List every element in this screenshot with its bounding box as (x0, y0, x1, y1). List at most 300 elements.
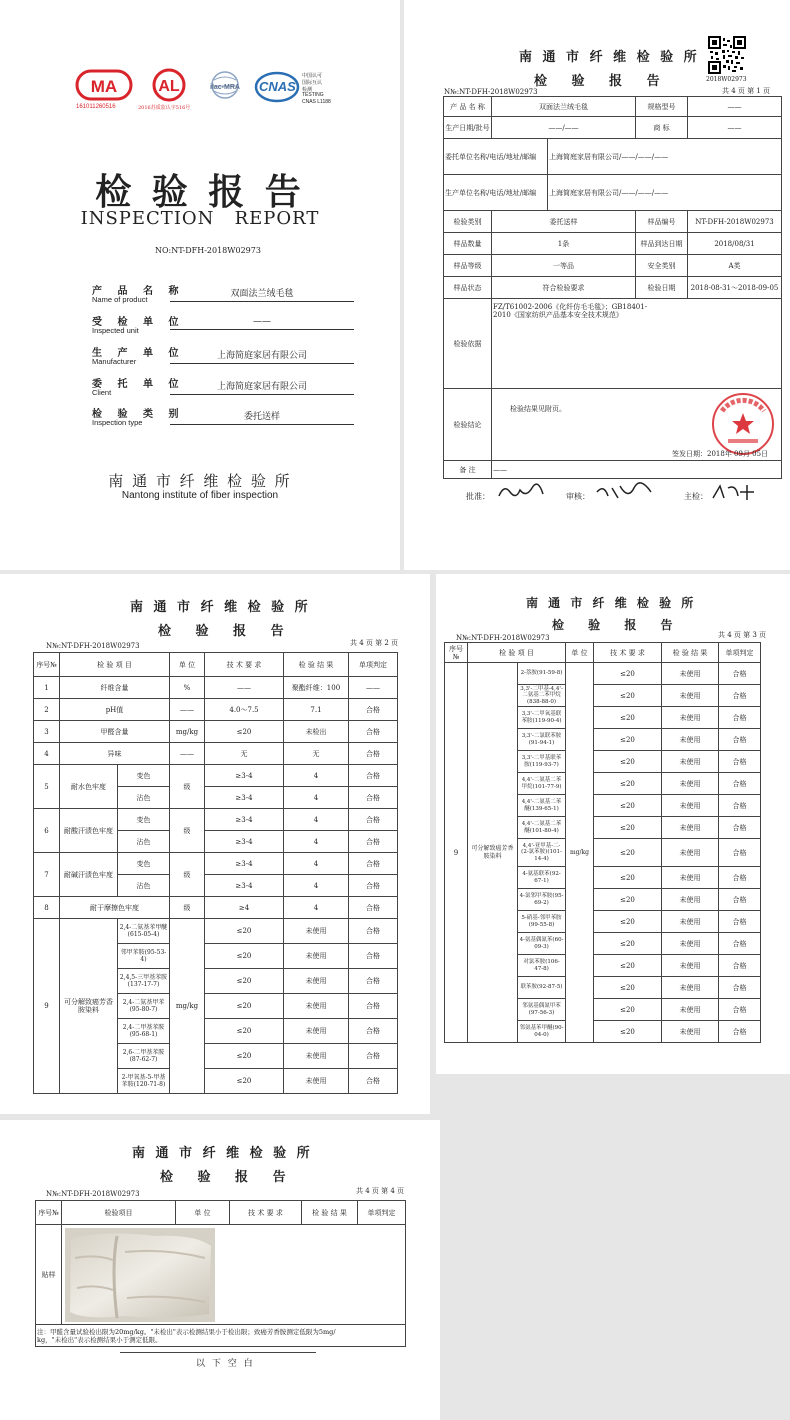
cell-item: 耐酸汗渍色牢度 (60, 809, 118, 853)
label: 生产单位名称/电话/地址/邮编 (444, 175, 548, 211)
end-divider (120, 1352, 316, 1353)
page4-title: 检 验 报 告 (160, 1170, 296, 1185)
page3-title: 检 验 报 告 (552, 618, 683, 632)
cell-item: 可分解致癌芳香胺染料 (60, 919, 118, 1094)
cover-field-client (92, 375, 354, 409)
cell-res: 未使用 (662, 1021, 719, 1043)
cell-unit: mg/kg (170, 919, 205, 1094)
cell-judge: 合格 (349, 853, 398, 875)
cell-judge: 合格 (349, 743, 398, 765)
col-header: 单 位 (566, 643, 594, 663)
cell-req: ≤20 (205, 1069, 284, 1094)
cell-unit: 级 (170, 897, 205, 919)
cell-sub: 联苯胺(92-87-5) (518, 977, 566, 999)
cell-sub: 3,3'-二甲基-4,4'-二氨基二苯甲烷(838-88-0) (518, 685, 566, 707)
label: 样品到达日期 (636, 233, 688, 255)
cell-req: ≤20 (594, 867, 662, 889)
col-header: 检 验 项 目 (468, 643, 566, 663)
cell-item: 纤维含量 (60, 677, 170, 699)
cell-req: ≤20 (594, 817, 662, 839)
col-header: 检验项目 (62, 1201, 176, 1225)
cell-judge: 合格 (719, 729, 761, 751)
cell-res: 未使用 (662, 911, 719, 933)
cell-sub: 沾色 (118, 831, 170, 853)
cell-req: ≥3-4 (205, 765, 284, 787)
cell-req: ≤20 (205, 969, 284, 994)
field-label-en: Name of product (92, 295, 148, 304)
field-label-en: Inspected unit (92, 326, 139, 335)
cell-res: 4 (284, 765, 349, 787)
table-row (34, 809, 398, 831)
cell-unit: —— (170, 743, 205, 765)
qr-caption: 2018W02973 (706, 76, 747, 83)
cell-res: 未使用 (662, 933, 719, 955)
cell-sub: 变色 (118, 853, 170, 875)
col-header: 技 术 要 求 (230, 1201, 302, 1225)
cell-req: ≤20 (594, 751, 662, 773)
page2-institute: 南 通 市 纤 维 检 验 所 (130, 600, 311, 615)
cell-judge: 合格 (349, 765, 398, 787)
cell-req: ≤20 (205, 919, 284, 944)
cal-icon (138, 68, 200, 102)
page1-title: 检 验 报 告 (534, 74, 670, 89)
page4-page-label: 共 4 页 第 4 页 (356, 1187, 405, 1195)
page2-title: 检 验 报 告 (158, 624, 294, 639)
cell-judge: 合格 (349, 919, 398, 944)
label: 样品编号 (636, 211, 688, 233)
cell-req: —— (205, 677, 284, 699)
page1-info-table (443, 96, 782, 479)
cell-req: ≤20 (594, 729, 662, 751)
label: 样品状态 (444, 277, 492, 299)
cell-item: 耐干摩擦色牢度 (60, 897, 170, 919)
page4-report-no: N№:NT-DFH-2018W02973 (46, 1190, 140, 1198)
cell-req: ≤20 (594, 911, 662, 933)
cnas-sub5: CNAS L1188 (302, 99, 331, 105)
col-header: 序号№ (445, 643, 468, 663)
cell-req: ≤20 (205, 1044, 284, 1069)
label: 规格型号 (636, 97, 688, 117)
cell-no: 1 (34, 677, 60, 699)
cell-res: 7.1 (284, 699, 349, 721)
page2-results-table (33, 652, 398, 1094)
value: 委托送样 (492, 211, 636, 233)
cell-judge: 合格 (349, 897, 398, 919)
cell-judge: 合格 (719, 773, 761, 795)
report-page-3 (436, 574, 790, 1074)
label: 商 标 (636, 117, 688, 139)
cover-field-manufacturer (92, 344, 354, 378)
issue-date-value: 2018年 09月 05日 (707, 450, 769, 458)
cell-req: ≥3-4 (205, 831, 284, 853)
cell-res: 未使用 (662, 839, 719, 867)
field-value: 双面法兰绒毛毯 (170, 286, 354, 302)
cell-res: 未使用 (662, 867, 719, 889)
cell-sub: 沾色 (118, 787, 170, 809)
cell-sub: 3,3'-二甲氧基联苯胺(119-90-4) (518, 707, 566, 729)
table-row (34, 919, 398, 944)
report-page-2 (0, 574, 430, 1114)
cell-no: 5 (34, 765, 60, 809)
cell-sub: 3,3'-二甲基联苯胺(119-93-7) (518, 751, 566, 773)
cell-judge: 合格 (349, 1044, 398, 1069)
cell-req: ≤20 (594, 663, 662, 685)
field-value: 上海简庭家居有限公司 (170, 379, 354, 395)
value: 2018-08-31～2018-09-05 (688, 277, 782, 299)
col-header: 单 位 (176, 1201, 230, 1225)
cell-res: 未使用 (662, 955, 719, 977)
note-cell (36, 1325, 406, 1347)
cell-judge: 合格 (349, 944, 398, 969)
label: 安全类别 (636, 255, 688, 277)
cell-sub: 2,6-二甲基苯胺(87-62-7) (118, 1044, 170, 1069)
table-row (34, 699, 398, 721)
cma-logo (74, 68, 134, 114)
cell-req: ≤20 (594, 685, 662, 707)
cell-res: 未检出 (284, 721, 349, 743)
cell-res: 未使用 (662, 817, 719, 839)
cell-res: 未使用 (662, 773, 719, 795)
cell-res: 未使用 (284, 1069, 349, 1094)
cell-judge: 合格 (349, 994, 398, 1019)
cell-no: 9 (445, 663, 468, 1043)
photo-cell (62, 1225, 406, 1325)
table-row (34, 677, 398, 699)
cell-res: 无 (284, 743, 349, 765)
cell-sub: 4,4'-二氨基二苯醚(101-80-4) (518, 817, 566, 839)
field-label-en: Manufacturer (92, 357, 137, 366)
cell-req: ≥4 (205, 897, 284, 919)
cell-sub: 沾色 (118, 875, 170, 897)
cell-unit: % (170, 677, 205, 699)
page1-page-label: 共 4 页 第 1 页 (722, 87, 771, 95)
field-label-en: Inspection type (92, 418, 143, 427)
cell-res: 未使用 (662, 889, 719, 911)
chief-signature-icon (710, 482, 756, 502)
cell-sub: 邻氨基苯甲醚(90-04-0) (518, 1021, 566, 1043)
page2-report-no: N№:NT-DFH-2018W02973 (46, 642, 140, 650)
note-line: kg，"未检出"表示检测结果小于测定低限。 (37, 1335, 162, 1344)
cell-judge: 合格 (719, 999, 761, 1021)
basis-cell (492, 299, 782, 389)
cell-sub: 2,4-二氨基苯甲醚(615-05-4) (118, 919, 170, 944)
approve-label: 批准： (466, 492, 490, 501)
cell-no: 8 (34, 897, 60, 919)
cell-no: 3 (34, 721, 60, 743)
cell-judge: 合格 (349, 721, 398, 743)
cma-code: 161011260516 (76, 104, 116, 110)
value: 1条 (492, 233, 636, 255)
cell-req: ≤20 (594, 977, 662, 999)
cell-sub: 邻氨基偶氮甲苯(97-56-3) (518, 999, 566, 1021)
page4-institute: 南 通 市 纤 维 检 验 所 (132, 1146, 313, 1161)
table-row (34, 765, 398, 787)
report-page-1 (404, 0, 790, 570)
cell-req: ≤20 (594, 955, 662, 977)
cell-req: ≥3-4 (205, 787, 284, 809)
cover-field-product (92, 282, 354, 316)
cell-res: 4 (284, 853, 349, 875)
cell-item: 耐水色牢度 (60, 765, 118, 809)
cell-req: ≤20 (205, 1019, 284, 1044)
cell-req: ≤20 (205, 721, 284, 743)
col-header: 技 术 要 求 (594, 643, 662, 663)
col-header: 检 验 结 果 (302, 1201, 358, 1225)
cell-res: 未使用 (662, 685, 719, 707)
page1-institute: 南 通 市 纤 维 检 验 所 (519, 50, 700, 65)
cell-req: ≥3-4 (205, 875, 284, 897)
col-header: 技 术 要 求 (205, 653, 284, 677)
label: 检验类别 (444, 211, 492, 233)
conclusion-cell (492, 389, 782, 461)
cell-no: 4 (34, 743, 60, 765)
cell-res: 4 (284, 809, 349, 831)
cell-res: 4 (284, 831, 349, 853)
cover-footer-en: Nantong institute of fiber inspection (121, 490, 279, 501)
field-label-zh: 检 验 类 别 (92, 409, 185, 420)
cell-judge: 合格 (349, 831, 398, 853)
table-row (34, 853, 398, 875)
cell-res: 未使用 (662, 663, 719, 685)
cell-judge: 合格 (719, 839, 761, 867)
issue-label: 签发日期： (672, 450, 707, 458)
cell-sub: 变色 (118, 809, 170, 831)
ilac-logo (204, 70, 246, 104)
cell-req: ≥3-4 (205, 809, 284, 831)
cell-sub: 变色 (118, 765, 170, 787)
cell-judge: 合格 (719, 911, 761, 933)
cell-judge: —— (349, 677, 398, 699)
cell-judge: 合格 (719, 955, 761, 977)
cover-report-no: NO:NT-DFH-2018W02973 (155, 246, 261, 255)
col-header: 检 验 结 果 (662, 643, 719, 663)
issue-date (672, 450, 768, 458)
cell-no: 7 (34, 853, 60, 897)
field-label-en: Client (92, 388, 112, 397)
field-value: 上海简庭家居有限公司 (170, 348, 354, 364)
basis-line: 2010《国家纺织产品基本安全技术规范》 (493, 311, 623, 319)
cell-sub: 4-氨基联苯(92-67-1) (518, 867, 566, 889)
col-header: 检 验 结 果 (284, 653, 349, 677)
cell-req: ≤20 (594, 889, 662, 911)
field-label-zh: 受 检 单 位 (92, 317, 185, 328)
cell-judge: 合格 (349, 969, 398, 994)
cell-sub: 4-氯邻甲苯胺(95-69-2) (518, 889, 566, 911)
value: 2018/08/31 (688, 233, 782, 255)
value: 上海简庭家居有限公司/——/——/—— (548, 139, 782, 175)
qr-code-icon (708, 36, 746, 74)
cell-judge: 合格 (719, 663, 761, 685)
cell-res: 未使用 (662, 751, 719, 773)
value: NT-DFH-2018W02973 (688, 211, 782, 233)
cell-unit: 级 (170, 853, 205, 897)
svg-text:MA: MA (90, 77, 118, 96)
ilac-label: ilac-MRA (210, 84, 240, 91)
cell-sub: 对氯苯胺(106-47-8) (518, 955, 566, 977)
cell-unit: —— (170, 699, 205, 721)
field-value: —— (170, 317, 354, 330)
cell-item: 异味 (60, 743, 170, 765)
cell-sub: 4,4'-二氨基二苯甲烷(101-77-9) (518, 773, 566, 795)
value: —— (688, 117, 782, 139)
value: —— (688, 97, 782, 117)
label: 检验日期 (636, 277, 688, 299)
cell-req: ≤20 (205, 994, 284, 1019)
cell-judge: 合格 (719, 977, 761, 999)
cell-judge: 合格 (719, 817, 761, 839)
cell-no: 2 (34, 699, 60, 721)
blanket-sample-image (65, 1228, 215, 1322)
conclusion-value: 检验结果见附页。 (510, 405, 566, 413)
cell-sub: 2-甲氧基-5-甲基苯胺(120-71-8) (118, 1069, 170, 1094)
cell-judge: 合格 (719, 685, 761, 707)
cell-unit: mg/kg (566, 663, 594, 1043)
label: 样品等级 (444, 255, 492, 277)
page3-report-no: N№:NT-DFH-2018W02973 (456, 634, 550, 642)
field-label-zh: 产 品 名 称 (92, 286, 185, 297)
cell-sub: 2,4,5-三甲基苯胺(137-17-7) (118, 969, 170, 994)
cell-res: 未使用 (662, 999, 719, 1021)
cell-res: 4 (284, 787, 349, 809)
svg-text:AL: AL (158, 78, 180, 95)
cell-judge: 合格 (349, 699, 398, 721)
cma-icon (74, 68, 134, 102)
cover-field-inspected (92, 313, 354, 347)
value: 双面法兰绒毛毯 (492, 97, 636, 117)
page1-report-no: N№:NT-DFH-2018W02973 (444, 88, 538, 96)
cell-res: 4 (284, 897, 349, 919)
value: 符合检验要求 (492, 277, 636, 299)
table-row (34, 721, 398, 743)
cell-item: 可分解致癌芳香胺染料 (468, 663, 518, 1043)
col-header: 单项判定 (349, 653, 398, 677)
review-signature-icon (594, 482, 654, 502)
cell-item: pH值 (60, 699, 170, 721)
cell-req: ≥3-4 (205, 853, 284, 875)
cell-sub: 2,4-二氨基甲苯(95-80-7) (118, 994, 170, 1019)
cell-judge: 合格 (349, 875, 398, 897)
cell-req: ≤20 (594, 1021, 662, 1043)
basis-line: FZ/T61002-2006《化纤仿毛毛毯》；GB18401- (493, 303, 648, 311)
cell-judge: 合格 (719, 707, 761, 729)
cell-judge: 合格 (719, 751, 761, 773)
label: 生产日期/批号 (444, 117, 492, 139)
cell-res: 4 (284, 875, 349, 897)
cell-judge: 合格 (349, 1069, 398, 1094)
cover-footer-zh: 南 通 市 纤 维 检 验 所 (108, 472, 292, 490)
cell-sub: 5-硝基-邻甲苯胺(99-55-8) (518, 911, 566, 933)
label: 委托单位名称/电话/地址/邮编 (444, 139, 548, 175)
approve-signature-icon (496, 482, 546, 502)
review-label: 审核： (566, 492, 590, 501)
col-header: 序号№ (36, 1201, 62, 1225)
cnas-sub2: 国际互认 (302, 80, 323, 86)
cell-no: 9 (34, 919, 60, 1094)
cell-req: 4.0～7.5 (205, 699, 284, 721)
cell-judge: 合格 (349, 1019, 398, 1044)
label: 备 注 (444, 461, 492, 479)
cell-sub: 邻甲苯胺(95-53-4) (118, 944, 170, 969)
value: A类 (688, 255, 782, 277)
cell-judge: 合格 (719, 933, 761, 955)
cell-res: 未使用 (662, 795, 719, 817)
cell-judge: 合格 (349, 809, 398, 831)
cell-judge: 合格 (719, 867, 761, 889)
cell-sub: 2,4-二甲基苯胺(95-68-1) (118, 1019, 170, 1044)
cell-sub: 4,4'-亚甲基-二-(2-氯苯胺)(101-14-4) (518, 839, 566, 867)
cell-req: ≤20 (594, 933, 662, 955)
cnas-label: CNAS (259, 79, 296, 94)
cell-res: 未使用 (284, 1019, 349, 1044)
official-stamp-icon (706, 391, 780, 457)
col-header: 单 位 (170, 653, 205, 677)
page4-sample-table (35, 1200, 406, 1347)
cell-req: ≤20 (594, 999, 662, 1021)
cnas-logo (254, 70, 344, 110)
field-label-zh: 委 托 单 位 (92, 379, 185, 390)
cell-req: ≤20 (594, 707, 662, 729)
cell-req: ≤20 (205, 944, 284, 969)
field-label-zh: 生 产 单 位 (92, 348, 185, 359)
cell-res: 聚酯纤维：100 (284, 677, 349, 699)
cell-res: 未使用 (284, 944, 349, 969)
cell-item: 耐碱汗渍色牢度 (60, 853, 118, 897)
cell-judge: 合格 (719, 795, 761, 817)
cell-sub: 3,3'-二氯联苯胺(91-94-1) (518, 729, 566, 751)
cal-code: 2016苏质监认字516号 (138, 105, 191, 111)
cell-res: 未使用 (284, 1044, 349, 1069)
cell-req: ≤20 (594, 839, 662, 867)
cnas-sub1: 中国认可 (302, 73, 323, 79)
value: ——/—— (492, 117, 636, 139)
col-header: 序号№ (34, 653, 60, 677)
col-header: 单项判定 (358, 1201, 406, 1225)
cover-title-en: INSPECTION REPORT (80, 208, 320, 229)
page3-results-table (444, 642, 761, 1043)
label: 检验结论 (444, 389, 492, 461)
cell-sub: 2-萘胺(91-59-8) (518, 663, 566, 685)
value: —— (492, 461, 782, 479)
cover-title-zh: 检 验 报 告 (95, 171, 305, 213)
end-text: 以 下 空 白 (196, 1359, 255, 1369)
cell-req: ≤20 (594, 795, 662, 817)
table-row (445, 663, 761, 685)
cell-res: 未使用 (662, 729, 719, 751)
col-header: 检 验 项 目 (60, 653, 170, 677)
table-row (34, 897, 398, 919)
cell-unit: 级 (170, 809, 205, 853)
label: 样品数量 (444, 233, 492, 255)
cell-judge: 合格 (349, 787, 398, 809)
page2-page-label: 共 4 页 第 2 页 (350, 639, 399, 647)
label: 检验依据 (444, 299, 492, 389)
cell-no: 6 (34, 809, 60, 853)
cnas-sub3: 检测 (302, 87, 313, 93)
cell-res: 未使用 (662, 977, 719, 999)
report-page-4 (0, 1120, 440, 1420)
cnas-sub4: TESTING (302, 92, 324, 98)
page3-institute: 南 通 市 纤 维 检 验 所 (526, 596, 697, 610)
table-row (34, 743, 398, 765)
cell-judge: 合格 (719, 1021, 761, 1043)
photo-label: 贴样 (36, 1225, 62, 1325)
cell-item: 甲醛含量 (60, 721, 170, 743)
page3-page-label: 共 4 页 第 3 页 (718, 631, 767, 639)
value: 上海简庭家居有限公司/——/——/—— (548, 175, 782, 211)
cell-unit: mg/kg (170, 721, 205, 743)
cell-res: 未使用 (284, 919, 349, 944)
col-header: 单项判定 (719, 643, 761, 663)
